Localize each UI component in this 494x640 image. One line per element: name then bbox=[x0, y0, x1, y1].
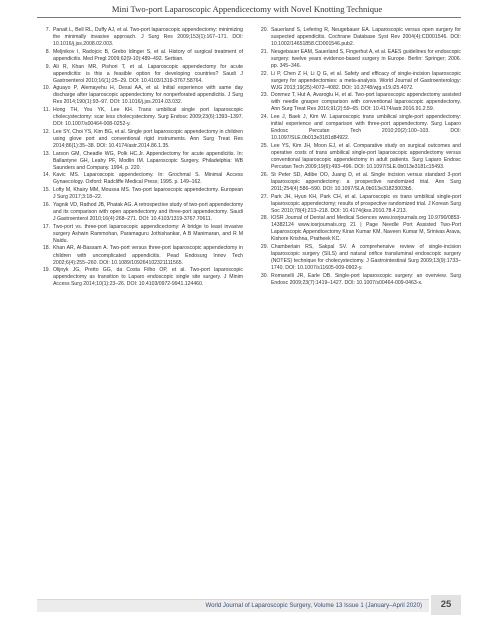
header-rule bbox=[37, 17, 461, 18]
page-number: 25 bbox=[431, 595, 461, 615]
reference-text: Lofty M, Khairy MM, Moussa MS. Two-port laparoscopic appendectomy. European J Surg 2017;3:18–22. bbox=[53, 187, 243, 201]
reference-item bbox=[37, 187, 243, 201]
reference-text: Lee J, Baek J, Kim W. Laparoscopic trans umbilical single-port appendectomy: initial experience and comparison with three-port appendectomy. Surg Laparo Endosc Percutan Tech 2010;20(2):100–103. DOI: 10.1097/SLE.0b013e3181d84922. bbox=[271, 114, 461, 142]
reference-text: Donmez T, Hut A, Avaroglu H, et al. Two-port laparoscopic appendectomy assisted with needle grasper comparison with conventional laparoscopic appendectomy. Ann Surg Treat Res 2016;91(2):59–65. DOI: 10.4174/astr.2016.91.2.59. bbox=[271, 92, 461, 113]
reference-text: Aguayo P, Alemayehu H, Desai AA, et al. Initial experience with same day discharge after laparoscopic appendectomy for nonperforated appendicitis. J Surg Res 2014;190(1):93–97. DOI: 10.1016/j.jss.2014.03.032. bbox=[53, 85, 243, 106]
reference-number: 20. bbox=[260, 27, 268, 33]
references-right-column bbox=[255, 27, 461, 288]
reference-item bbox=[37, 172, 243, 186]
reference-item bbox=[255, 172, 461, 193]
reference-text: Lee YS, Kim JH, Moon EJ, et al. Comparative study on surgical outcomes and operative costs of trans umbilical single-port laparoscopic appendectomy versus conventional laparoscopic appendectomy in adult patients. Surg Laparo Endosc Percutan Tech 2009;19(6):493–496. DOI: 10.1097/SLE.0b013e3181c15493. bbox=[271, 142, 461, 171]
reference-item bbox=[37, 85, 243, 106]
reference-number: 19. bbox=[42, 267, 50, 274]
reference-number: 29. bbox=[260, 244, 268, 251]
reference-text: Two-port vs. three-port laparoscopic appendicectomy: A bridge to least invasive surgery Ashwin Rammohan, Paramaguru Jothishankar, A B Manimaran, and R M Naidu. bbox=[53, 223, 243, 244]
references-left-column bbox=[37, 27, 243, 289]
reference-number: 16. bbox=[42, 201, 50, 208]
reference-number: 15. bbox=[42, 187, 50, 194]
reference-text: Kavic MS. Laparoscopic appendectomy. In: Grochmal S. Minimal Access Gynaecology. Oxford: Radcliffe Medical Press; 1995. p. 149–162. bbox=[53, 172, 243, 186]
reference-item bbox=[255, 71, 461, 92]
running-head: Mini Two-port Laparoscopic Appendicectomy with Novel Knotting Technique bbox=[111, 4, 383, 14]
reference-number: 28. bbox=[260, 215, 268, 222]
reference-text: Khan AR, Al-Bassam A. Two-port versus three-port laparoscopic appendectomy in children with uncomplicated appendicitis. Pead Endosurg Innov Tech 2002;6(4):255–260. DOI: 10.1089/109264102321111565. bbox=[53, 245, 243, 266]
reference-text: Lee SY, Choi YS, Kim BG, et al. Single port laparoscopic appendectomy in children using glove port and conventional rigid instruments. Ann Surg Treat Res 2014;86(1):35–38. DOI: 10.4174/astr.2014.86.1.35. bbox=[53, 128, 243, 149]
reference-text: Park JH, Hyun KH, Park CH, et al. Laparoscopic vs trans umbilical single-port laparoscopic appendectomy; results of prospective randomized trial. J Korean Surg Soc 2010;78(4):213–218. DOI: 10.4174/jkss.2010.78.4.213. bbox=[271, 193, 461, 214]
reference-item bbox=[37, 267, 243, 288]
reference-text: Ali R, Khan MR, Pishori T, et al. Laparoscopic appendectomy for acute appendicitis: is this a feasible option for developing countries? Saudi J Gastroenterol 2010;16(1):25–29. DOI: 10.4103/1319-3767.58764. bbox=[53, 63, 243, 84]
reference-item bbox=[37, 202, 243, 223]
reference-text: IOSR Journal of Dental and Medical Sciences www.iosrjournals.org 10.9790/0853-14382124 www.iosrjournals.org 21 | Page Needle Port Assisted Two-Port Laparoscopic Appendicectomy Kiran Kumar KM, Naveen Kumar M, Srinivas Arava, Kishore Krishna, Pratheek KC. bbox=[271, 215, 461, 243]
reference-number: 17. bbox=[42, 223, 50, 230]
reference-item bbox=[255, 114, 461, 142]
reference-number: 27. bbox=[260, 193, 268, 200]
reference-item bbox=[37, 64, 243, 85]
reference-number: 7. bbox=[45, 27, 50, 33]
reference-item bbox=[37, 129, 243, 150]
reference-number: 24. bbox=[260, 114, 268, 121]
reference-text: Sauerland S, Lefering R, Neugebauer EA. Laparoscopic versus open surgery for suspected appendicitis. Cochrane Database Syst Rev 2004(4):CD001546. DOI: 10.1002/14651858.CD001546.pub2. bbox=[271, 27, 461, 48]
reference-item bbox=[37, 151, 243, 172]
reference-item bbox=[255, 49, 461, 70]
reference-item bbox=[37, 224, 243, 245]
reference-item bbox=[37, 245, 243, 266]
reference-number: 21. bbox=[260, 48, 268, 55]
reference-number: 9. bbox=[45, 63, 50, 70]
reference-item bbox=[255, 92, 461, 113]
reference-item bbox=[255, 215, 461, 243]
journal-citation-line: World Journal of Laparoscopic Surgery, Volume 13 Issue 1 (January–April 2020) bbox=[205, 601, 422, 609]
reference-text: Panait L, Bell RL, Duffy AJ, et al. Two-port laparoscopic appendectomy: minimizing the minimally invasive approach. J Surg Res 2009;153(1):167–171. DOI: 10.1016/j.jss.2008.02.003. bbox=[53, 27, 243, 48]
reference-item bbox=[255, 27, 461, 48]
reference-number: 22. bbox=[260, 70, 268, 77]
reference-number: 13. bbox=[42, 150, 50, 157]
reference-text: Hong TH, You YK, Lee KH. Trans umbilical single port laparoscopic cholecystectomy: scar less cholecystectomy. Surg Endosc 2009;23(6):1393–1397. DOI: 10.1007/s00464-008-0252-y. bbox=[53, 107, 243, 128]
reference-item bbox=[255, 273, 461, 287]
reference-text: Romanelli JR, Earle DB. Single-port laparoscopic surgery: an overview. Surg Endosc 2009;23(7):1419–1427. DOI: 10.1007/s00464-009-0463-x. bbox=[271, 273, 461, 287]
reference-number: 12. bbox=[42, 128, 50, 135]
reference-number: 11. bbox=[43, 107, 50, 114]
reference-item bbox=[37, 49, 243, 63]
reference-text: St Peter SD, Adibe OO, Juang D, et al. Single incision versus standard 3-port laparoscopic appendectomy: a prospective randomized trial. Ann Surg 2011;254(4):586–590. DOI: 10.1097/SLA.0b013e31823003b5. bbox=[271, 171, 461, 192]
reference-number: 18. bbox=[42, 245, 50, 252]
reference-item bbox=[255, 194, 461, 215]
reference-number: 8. bbox=[45, 48, 50, 55]
reference-number: 14. bbox=[42, 172, 50, 179]
reference-item bbox=[255, 143, 461, 171]
reference-number: 23. bbox=[260, 92, 268, 99]
reference-text: Li P, Chen Z H, Li Q G, et al. Safety and efficacy of single-incision laparoscopic surgery for appendectomies: a meta-analysis. World Journal of Gastroenterology: WJG 2013;19(25):4072–4082. DOI: 10.3748/wjg.v19.i25.4072. bbox=[271, 70, 461, 91]
reference-number: 30. bbox=[260, 273, 268, 279]
reference-text: Meljnikov I, Radojcic B, Grebo ldinger S, et al. History of surgical treatment of appendicitis. Med Pregl 2009;62(9-10):489–492. Serbian. bbox=[53, 48, 243, 62]
reference-text: Neugebauer EAM, Sauerland S, Fingerhut A, et al. EAES guidelines for endoscopic surgery: twelve years evidence-based surgery in Europe. Berlin: Springer; 2006. pp. 345–346. bbox=[271, 48, 461, 69]
reference-text: Olijnyk JG, Pretto GG, da Costa Filho OP, et al. Two-port laparoscopic appendectomy as transition to Laparo endoscopic single site surgery. J Minim Access Surg 2014;10(1):23–26. DOI: 10.4103/0972-9941.124460. bbox=[53, 267, 243, 288]
reference-number: 25. bbox=[260, 142, 268, 149]
reference-item bbox=[37, 107, 243, 128]
reference-number: 26. bbox=[260, 171, 268, 178]
reference-number: 10. bbox=[42, 85, 50, 92]
reference-text: Larson GM, Cheadle WG, Polk HC.Jr. Appendectomy for acute appendicitis. In: Ballantyne GH, Leahy PF, Modlin IM. Laparoscopic Surgery. Philadelphia: WB Saunders and Company. 1994. p. 220. bbox=[53, 150, 243, 171]
page-footer bbox=[0, 594, 494, 616]
reference-item bbox=[255, 244, 461, 272]
reference-text: Chamberlain RS, Sakpal SV. A comprehensive review of single-incision laparoscopic surgery (SILS) and natural orifice transluminal endoscopic surgery (NOTES) technique for cholecystectomy. J Gastrointestinal Surg 2009;13(9):1733–1740. DOI: 10.1007/s11605-009-0902-y. bbox=[271, 244, 461, 272]
reference-item bbox=[37, 27, 243, 48]
reference-text: Yagnik VD, Rathod JB, Phatak AG. A retrospective study of two-port appendectomy and its comparison with open appendectomy and three-port appendectomy. Saudi J Gastroenterol 2010;16(4):268–271. DOI: 10.4103/1319-3767.70611. bbox=[53, 201, 243, 222]
